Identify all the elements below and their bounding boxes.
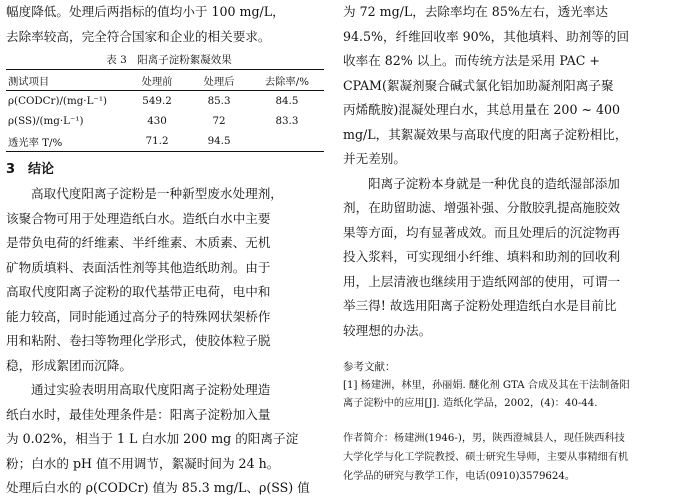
text-line: 处理后白水的 ρ(CODCr) 值为 85.3 mg/L、ρ(SS) 值 [6,480,310,495]
table-caption: 表 3 阳离子淀粉絮凝效果 [106,54,232,66]
author-bio [343,429,673,486]
text-line: 用，上层清液也继续用于造纸网部的使用，可谓一 [343,273,621,289]
conclusion-paragraph-2 [6,378,332,501]
starch-paragraph [343,172,673,344]
table-cell: 72 [212,115,226,127]
text-line: [1] 杨建洲，林里，孙丽娟. 醚化剂 GTA 合成及其在干法制备阳 [343,380,630,391]
text-line: 果等方面，均有显著成效。而且处理后的沉淀物再 [343,224,621,240]
text-line: 丙烯酰胺)混凝处理白水，其总用量在 200 ~ 400 [343,102,621,117]
left-column [6,0,332,501]
text-line: 稳，形成絮团而沉降。 [6,357,132,373]
table-header-cell: 测试项目 [6,70,126,91]
text-line: 该聚合物可用于处理造纸白水。造纸白水中主要 [6,210,271,226]
table-cell: 430 [147,115,167,127]
text-line: 是带负电荷的纤维素、半纤维素、木质素、无机 [6,235,271,250]
table-cell: 94.5 [188,131,250,152]
table-cell [250,131,324,152]
reference-item [343,377,673,413]
text-line: mg/L，其絮凝效果与高取代度的阳离子淀粉相比， [343,126,628,142]
text-line: CPAM(絮凝剂聚合碱式氯化铝加助凝剂阳离子聚 [343,77,614,93]
text-line: 去除率较高，完全符合国家和企业的相关要求。 [6,28,271,44]
table-cell: 84.5 [275,95,299,107]
text-line: 通过实验表明用高取代度阳离子淀粉处理造 [31,382,271,397]
text-line: 举三得! 故选用阳离子淀粉处理造纸白水是目前比 [343,298,617,313]
text-line: 较理想的办法。 [343,322,432,338]
text-line: 为 72 mg/L，去除率均在 85%左右，透光率达 [343,4,608,19]
text-line: 纸白水时，最佳处理条件是：阳离子淀粉加入量 [6,406,271,422]
table-header-cell: 处理前 [126,70,188,91]
table-cell: ρ(SS)/(mg·L⁻¹) [8,115,84,127]
table-cell: ρ(CODCr)/(mg·L⁻¹) [8,95,107,107]
text-line: 用和粘附、卷扫等物理化学形式，使胶体粒子脱 [6,333,271,348]
text-line: 高取代度阳离子淀粉是一种新型废水处理剂， [31,186,283,201]
text-line: 粉；白水的 pH 值不用调节，絮凝时间为 24 h。 [6,455,280,471]
table-row [6,131,324,152]
references-title: 参考文献： [343,361,396,373]
text-line: 高取代度阳离子淀粉的取代基带正电荷，电中和 [6,284,271,299]
text-line: 幅度降低。处理后两指标的值均小于 100 mg/L， [6,4,285,19]
text-line: 94.5%，纤维回收率 90%，其他填料、助剂等的回 [343,28,630,44]
table-cell: 549.2 [142,95,172,107]
table-row [6,111,324,131]
text-line: 投入浆料，可实现细小纤维、填料和助剂的回收利 [343,249,621,264]
table-header-row [6,70,324,91]
intro-paragraph [6,0,332,49]
table-header-cell: 去除率/% [250,70,324,91]
text-line: 并无差别。 [343,151,406,166]
table-cell: 83.3 [275,115,299,127]
table-cell: 71.2 [126,131,188,152]
results-table [6,69,324,152]
text-line: 收率在 82% 以上。而传统方法是采用 PAC + [343,53,600,68]
text-line: 能力较高，同时能通过高分子的特殊网状架桥作 [6,308,271,324]
table-header-cell: 处理后 [188,70,250,91]
text-line: 离子淀粉中的应用[J]. 造纸化学品，2002，(4)：40-44. [343,398,598,409]
text-line: 为 0.02%，相当于 1 L 白水加 200 mg 的阳离子淀 [6,431,299,446]
table-cell: 85.3 [207,95,231,107]
right-column [343,0,673,486]
table-row [6,91,324,112]
conclusion-paragraph-1 [6,182,332,378]
text-line: 化学品的研究与教学工作，电话(0910)3579624。 [343,471,576,482]
text-line: 阳离子淀粉本身就是一种优良的造纸湿部添加 [368,175,620,191]
section-title: 3 结论 [6,162,55,177]
text-line: 作者简介：杨建洲(1946-)，男，陕西澄城县人，现任陕西科技 [343,433,625,444]
text-line: 矿物质填料、表面活性剂等其他造纸助剂。由于 [6,259,271,275]
text-line: 大学化学与化工学院教授、硕士研究生导师，主要从事精细有机 [343,452,629,463]
table-cell: 透光率 T/% [6,131,126,152]
text-line: 剂，在助留助滤、增强补强、分散胶乳提高施胶效 [343,200,621,215]
continued-paragraph [343,0,673,172]
